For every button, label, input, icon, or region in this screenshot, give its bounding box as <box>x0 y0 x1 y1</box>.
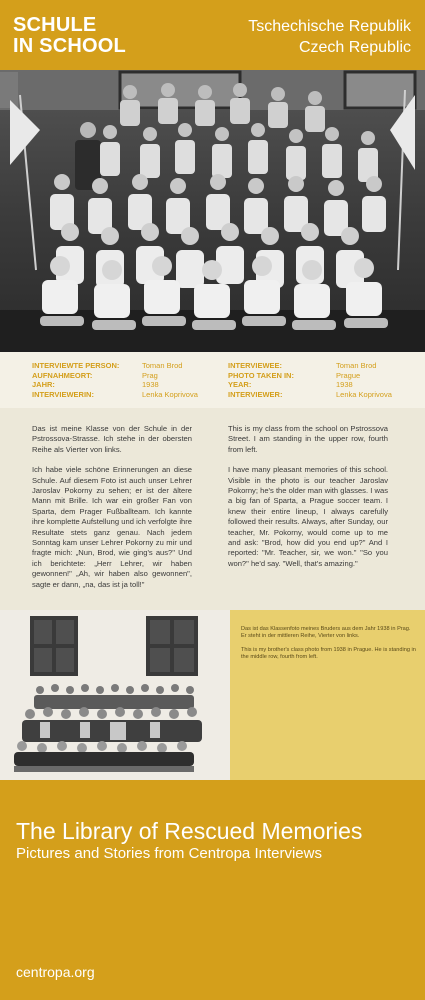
website-link[interactable]: centropa.org <box>16 964 95 980</box>
interview-info <box>0 352 425 408</box>
info-label: JAHR: <box>32 380 55 389</box>
info-label: AUFNAHMEORT: <box>32 370 93 380</box>
story-paragraph: Das ist meine Klasse von der Schule in der Pstrossova-Strasse. Ich stehe in der obersten Reihe als Vierter von links. <box>32 424 192 454</box>
info-row <box>32 380 198 390</box>
info-row <box>32 361 198 371</box>
info-label: YEAR: <box>228 380 252 389</box>
info-label: INTERVIEWEE: <box>228 361 283 370</box>
country-german: Tschechische Republik <box>248 18 411 35</box>
info-row <box>32 371 198 381</box>
story-paragraph: Ich habe viele schöne Erinnerungen an diese Schule. Auf diesem Foto ist auch unser Lehrer Jaroslav Pokorny zu sehen; er ist der ältere Mann mit Brille. Ich war ein großer Fan von Sparta, dem Prager Fußballteam. Ich kannte ihre komplette Aufstellung und ich verfolgte ihre Resultate stets ganz genau. Nach jedem Sonntag kam unser Lehrer Pokorny zu mir und fragte mich: „Nun, Brod, wie ging's aus?" Und ich berichtete: „Herr Lehrer, wir haben gewonnen!" „Ah, wir haben also gewonnen", sagte er dann, „na, das ist ja toll!" <box>32 465 192 589</box>
info-value: Toman Brod <box>142 361 183 370</box>
title-english: IN SCHOOL <box>13 35 126 57</box>
info-row <box>228 361 392 371</box>
info-label: INTERVIEWERIN: <box>32 389 94 399</box>
country-label <box>248 16 411 58</box>
section-title <box>13 15 126 57</box>
info-english <box>228 361 392 399</box>
footer-title: The Library of Rescued Memories <box>16 818 363 844</box>
story-paragraph: I have many pleasant memories of this school. Visible in the photo is our teacher Jaroslav Pokorny; he's the older man with glasses. I was a big fan of Sparta, a Prague soccer team. I knew their entire lineup, I always carefully followed their results. Always, after Sunday, our teacher, Mr. Pokorny, would come up to me and ask: "Brod, how did you end up?" And I reported: "Mr. Teacher, sir, we won." "So you won?" he'd say. "Well, that's amazing." <box>228 465 388 568</box>
info-label: INTERVIEWER: <box>228 389 283 399</box>
info-row <box>228 380 392 390</box>
info-value: 1938 <box>336 380 353 389</box>
brother-class-photo-image <box>0 610 230 780</box>
info-row <box>228 371 392 381</box>
header-band <box>0 0 425 70</box>
info-value: Prag <box>142 370 158 380</box>
info-value: Lenka Koprivova <box>142 389 198 399</box>
class-photo <box>0 70 425 352</box>
photo-caption <box>230 610 425 780</box>
story-english <box>228 424 388 579</box>
class-photo-image <box>0 70 425 352</box>
second-photo-section <box>0 610 425 780</box>
country-english: Czech Republic <box>298 39 411 56</box>
title-german: SCHULE <box>13 14 97 36</box>
info-label: PHOTO TAKEN IN: <box>228 370 294 380</box>
info-value: Prague <box>336 370 361 380</box>
footer-subtitle: Pictures and Stories from Centropa Interviews <box>16 845 322 862</box>
story-german <box>32 424 192 600</box>
footer-band <box>0 780 425 1000</box>
story-text <box>0 408 425 610</box>
info-row <box>228 390 392 400</box>
brother-class-photo <box>0 610 230 780</box>
caption-german: Das ist das Klassenfoto meines Bruders aus dem Jahr 1938 in Prag. Er steht in der mittleren Reihe, Vierter von links. <box>241 626 411 640</box>
story-paragraph: This is my class from the school on Pstrossova Street. I am standing in the upper row, fourth from left. <box>228 424 388 454</box>
info-label: INTERVIEWTE PERSON: <box>32 361 120 370</box>
caption-english: This is my brother's class photo from 1938 in Prague. He is standing in the middle row, fourth from left. <box>241 647 416 661</box>
info-row <box>32 390 198 400</box>
info-value: 1938 <box>142 380 159 389</box>
info-value: Lenka Koprivova <box>336 389 392 399</box>
info-german <box>32 361 198 399</box>
info-value: Toman Brod <box>336 361 377 370</box>
